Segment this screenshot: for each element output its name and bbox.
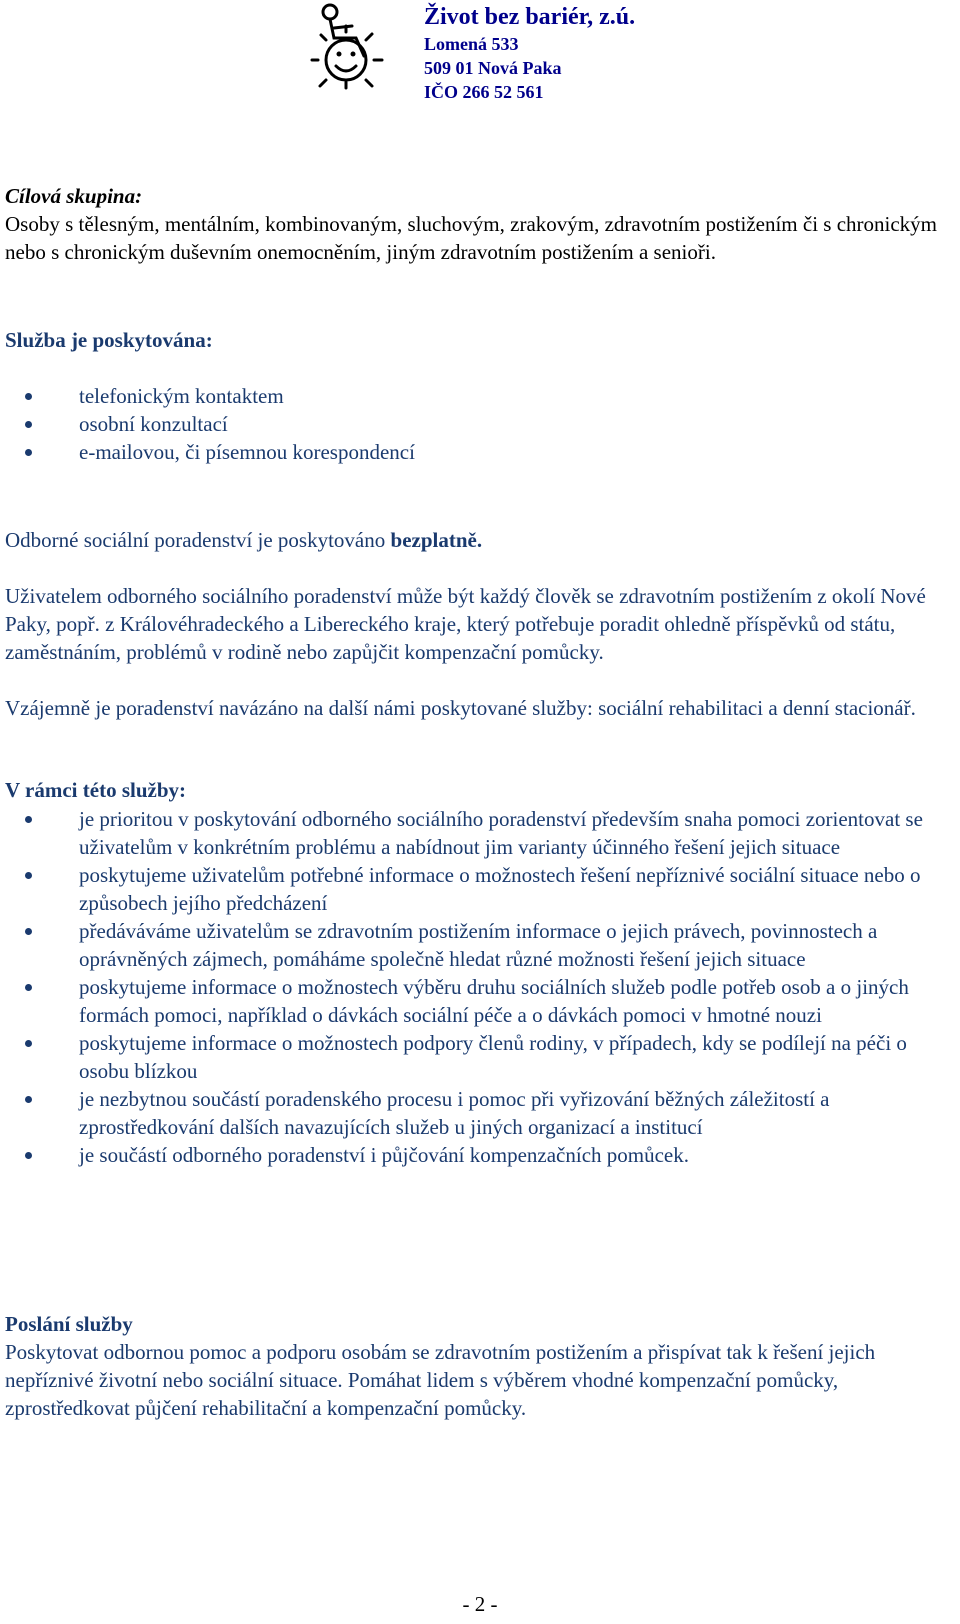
- provision-list: [5, 382, 940, 466]
- org-name: Život bez bariér, z.ú.: [424, 4, 636, 30]
- list-item: poskytujeme informace o možnostech výběru druhu sociálních služeb podle potřeb osob a o jiných formách pomoci, například o dávkách sociální péče a o dávkách pomoci v hmotné nouzi: [5, 973, 940, 1029]
- list-item: je nezbytnou součástí poradenského procesu i pomoc při vyřizování běžných záležitostí a zprostředkování dalších navazujících služeb u jiných organizací a institucí: [5, 1085, 940, 1141]
- target-group-heading: Cílová skupina:: [5, 184, 143, 208]
- list-item: poskytujeme uživatelům potřebné informace o možnostech řešení nepříznivé sociální situace nebo o způsobech jejího předcházení: [5, 861, 940, 917]
- list-item: poskytujeme informace o možnostech podpory členů rodiny, v případech, kdy se podílejí na péči o osobu blízkou: [5, 1029, 940, 1085]
- free-note-text: Odborné sociální poradenství je poskytováno: [5, 528, 391, 552]
- mission-heading: Poslání služby: [5, 1312, 133, 1336]
- list-item: je součástí odborného poradenství i půjčování kompenzačních pomůcek.: [5, 1141, 940, 1169]
- free-note: [5, 526, 940, 554]
- list-item: osobní konzultací: [5, 410, 940, 438]
- mission-text: Poskytovat odbornou pomoc a podporu osobám se zdravotním postižením a přispívat tak k řešení jejich nepříznivé životní nebo sociální situace. Pomáhat lidem s výběrem vhodné kompenzační pomůcky, zprostředkovat půjčení rehabilitační a kompenzační pomůcky.: [5, 1340, 876, 1420]
- list-item: e-mailovou, či písemnou korespondencí: [5, 438, 940, 466]
- org-ico: IČO 266 52 561: [424, 82, 544, 102]
- within-service-list: [5, 805, 940, 1169]
- org-city: 509 01 Nová Paka: [424, 58, 562, 78]
- linked-paragraph: Vzájemně je poradenství navázáno na další námi poskytované služby: sociální rehabilitaci a denní stacionář.: [5, 696, 916, 720]
- organization-header: [424, 2, 635, 104]
- list-item: telefonickým kontaktem: [5, 382, 940, 410]
- list-item: předáváváme uživatelům se zdravotním postižením informace o jejich právech, povinnostech a oprávněných zájmech, pomáháme společně hledat různé možnosti řešení jejich situace: [5, 917, 940, 973]
- list-item: je prioritou v poskytování odborného sociálního poradenství především snaha pomoci zorientovat se uživatelům v konkrétním problému a nabídnout jim varianty účinného řešení jejich situace: [5, 805, 940, 861]
- page-number: - 2 -: [462, 1592, 498, 1616]
- target-group-text: Osoby s tělesným, mentálním, kombinovaným, sluchovým, zrakovým, zdravotním postižením či s chronickým nebo s chronickým duševním onemocněním, jiným zdravotním postižením a senioři.: [5, 212, 938, 264]
- org-street: Lomená 533: [424, 34, 519, 54]
- users-paragraph: Uživatelem odborného sociálního poradenství může být každý člověk se zdravotním postižením z okolí Nové Paky, popř. z Královéhradeckého a Libereckého kraje, který potřebuje poradit ohledně příspěvků od státu, zaměstnáním, problémů v rodině nebo zapůjčit kompenzační pomůcky.: [5, 584, 926, 664]
- mission-section: [5, 1310, 940, 1422]
- provision-heading: Služba je poskytována:: [5, 328, 213, 352]
- target-group-section: [5, 182, 940, 266]
- free-note-bold: bezplatně.: [390, 528, 483, 552]
- wheelchair-sun-logo-icon: [306, 2, 386, 90]
- within-service-heading: V rámci této služby:: [5, 778, 186, 802]
